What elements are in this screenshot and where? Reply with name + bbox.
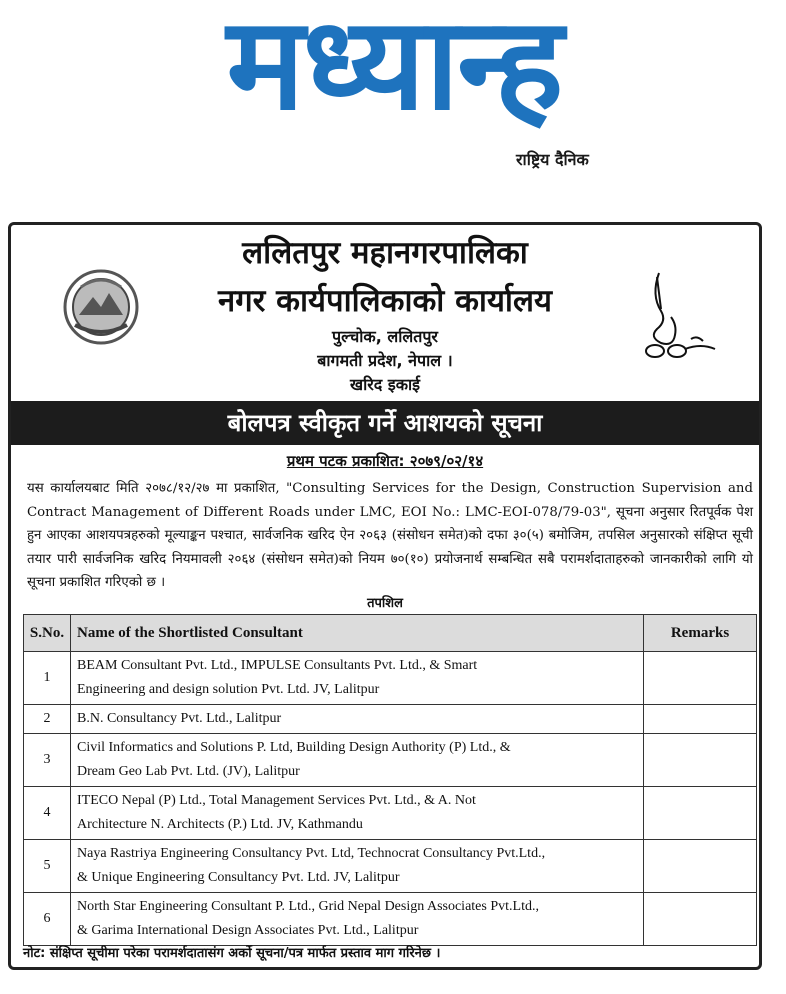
tender-notice — [8, 222, 762, 970]
organization-name: ललितपुर महानगरपालिका — [242, 235, 528, 271]
table-row — [24, 787, 757, 840]
row-remarks — [644, 787, 757, 840]
row-remarks — [644, 734, 757, 787]
procurement-unit: खरिद इकाई — [350, 375, 420, 394]
notice-body-paragraph: यस कार्यालयबाट मिति २०७८/१२/२७ मा प्रकाशित, "Consulting Services for the Design, Construction Supervision and Contract Management of Different Roads under LMC, EOI No.: LMC-EOI-078/79-03", सूचना अनुसार रितपूर्वक पेश हुन आएका आशयपत्रहरुको मूल्याङ्कन पश्चात, सार्वजनिक खरिद ऐन २०६३ (संसोधन समेत)को दफा ३०(५) बमोजिम, तपसिल अनुसारको संक्षिप्त सूची तयार पारी सार्वजनिक खरिद नियमावली २०६४ (संसोधन समेत)को नियम ७०(१०) प्रयोजनार्थ सम्बन्धित सबै परामर्शदाताहरुको जानकारीको लागि यो सूचना प्रकाशित गरिएको छ । — [27, 481, 753, 590]
newspaper-tagline: राष्ट्रिय दैनिक — [516, 150, 589, 169]
row-sno: 1 — [24, 652, 71, 705]
row-consultant — [71, 734, 644, 787]
notice-body — [27, 477, 753, 595]
address-line-2: बागमती प्रदेश, नेपाल । — [317, 351, 453, 370]
row-consultant — [71, 893, 644, 946]
consultant-line-2: Engineering and design solution Pvt. Ltd. JV, Lalitpur — [77, 682, 380, 697]
row-remarks — [644, 893, 757, 946]
row-consultant — [71, 787, 644, 840]
row-remarks — [644, 705, 757, 734]
row-sno: 4 — [24, 787, 71, 840]
row-consultant — [71, 652, 644, 705]
consultant-line-1: Civil Informatics and Solutions P. Ltd, Building Design Authority (P) Ltd., & — [77, 740, 511, 755]
consultant-line-1: ITECO Nepal (P) Ltd., Total Management Services Pvt. Ltd., & A. Not — [77, 793, 476, 808]
address-line-1: पुल्चोक, ललितपुर — [332, 327, 438, 346]
table-header-row — [24, 615, 757, 652]
row-sno: 2 — [24, 705, 71, 734]
consultant-line-2: Dream Geo Lab Pvt. Ltd. (JV), Lalitpur — [77, 764, 300, 779]
newspaper-logo: मध्यान्ह — [226, 0, 562, 139]
consultant-line-1: B.N. Consultancy Pvt. Ltd., Lalitpur — [77, 711, 282, 726]
header-sno: S.No. — [24, 615, 71, 652]
row-sno: 6 — [24, 893, 71, 946]
consultant-line-2: & Unique Engineering Consultancy Pvt. Ltd. JV, Lalitpur — [77, 870, 400, 885]
table-row — [24, 893, 757, 946]
consultant-line-1: Naya Rastriya Engineering Consultancy Pvt. Ltd, Technocrat Consultancy Pvt.Ltd., — [77, 846, 546, 861]
table-row — [24, 652, 757, 705]
notice-footnote: नोट: संक्षिप्त सूचीमा परेका परामर्शदातासंग अर्को सूचना/पत्र मार्फत प्रस्ताव माग गरिनेछ । — [23, 946, 441, 961]
newspaper-masthead — [36, 0, 752, 148]
table-row — [24, 705, 757, 734]
table-row — [24, 840, 757, 893]
row-remarks — [644, 652, 757, 705]
row-sno: 3 — [24, 734, 71, 787]
row-remarks — [644, 840, 757, 893]
consultant-line-1: North Star Engineering Consultant P. Ltd., Grid Nepal Design Associates Pvt.Ltd., — [77, 899, 539, 914]
publication-date: प्रथम पटक प्रकाशित: २०७९/०२/१४ — [286, 452, 484, 470]
consultant-line-2: Architecture N. Architects (P.) Ltd. JV, Kathmandu — [77, 817, 363, 832]
notice-title: बोलपत्र स्वीकृत गर्ने आशयको सूचना — [11, 401, 759, 445]
header-consultant-name: Name of the Shortlisted Consultant — [71, 615, 644, 652]
header-remarks: Remarks — [644, 615, 757, 652]
table-row — [24, 734, 757, 787]
consultant-line-2: & Garima International Design Associates Pvt. Ltd., Lalitpur — [77, 923, 419, 938]
shortlist-table — [23, 614, 757, 946]
office-name: नगर कार्यपालिकाको कार्यालय — [218, 283, 552, 319]
row-sno: 5 — [24, 840, 71, 893]
consultant-line-1: BEAM Consultant Pvt. Ltd., IMPULSE Consultants Pvt. Ltd., & Smart — [77, 658, 478, 673]
row-consultant — [71, 840, 644, 893]
row-consultant — [71, 705, 644, 734]
details-heading: तपशिल — [367, 596, 403, 611]
